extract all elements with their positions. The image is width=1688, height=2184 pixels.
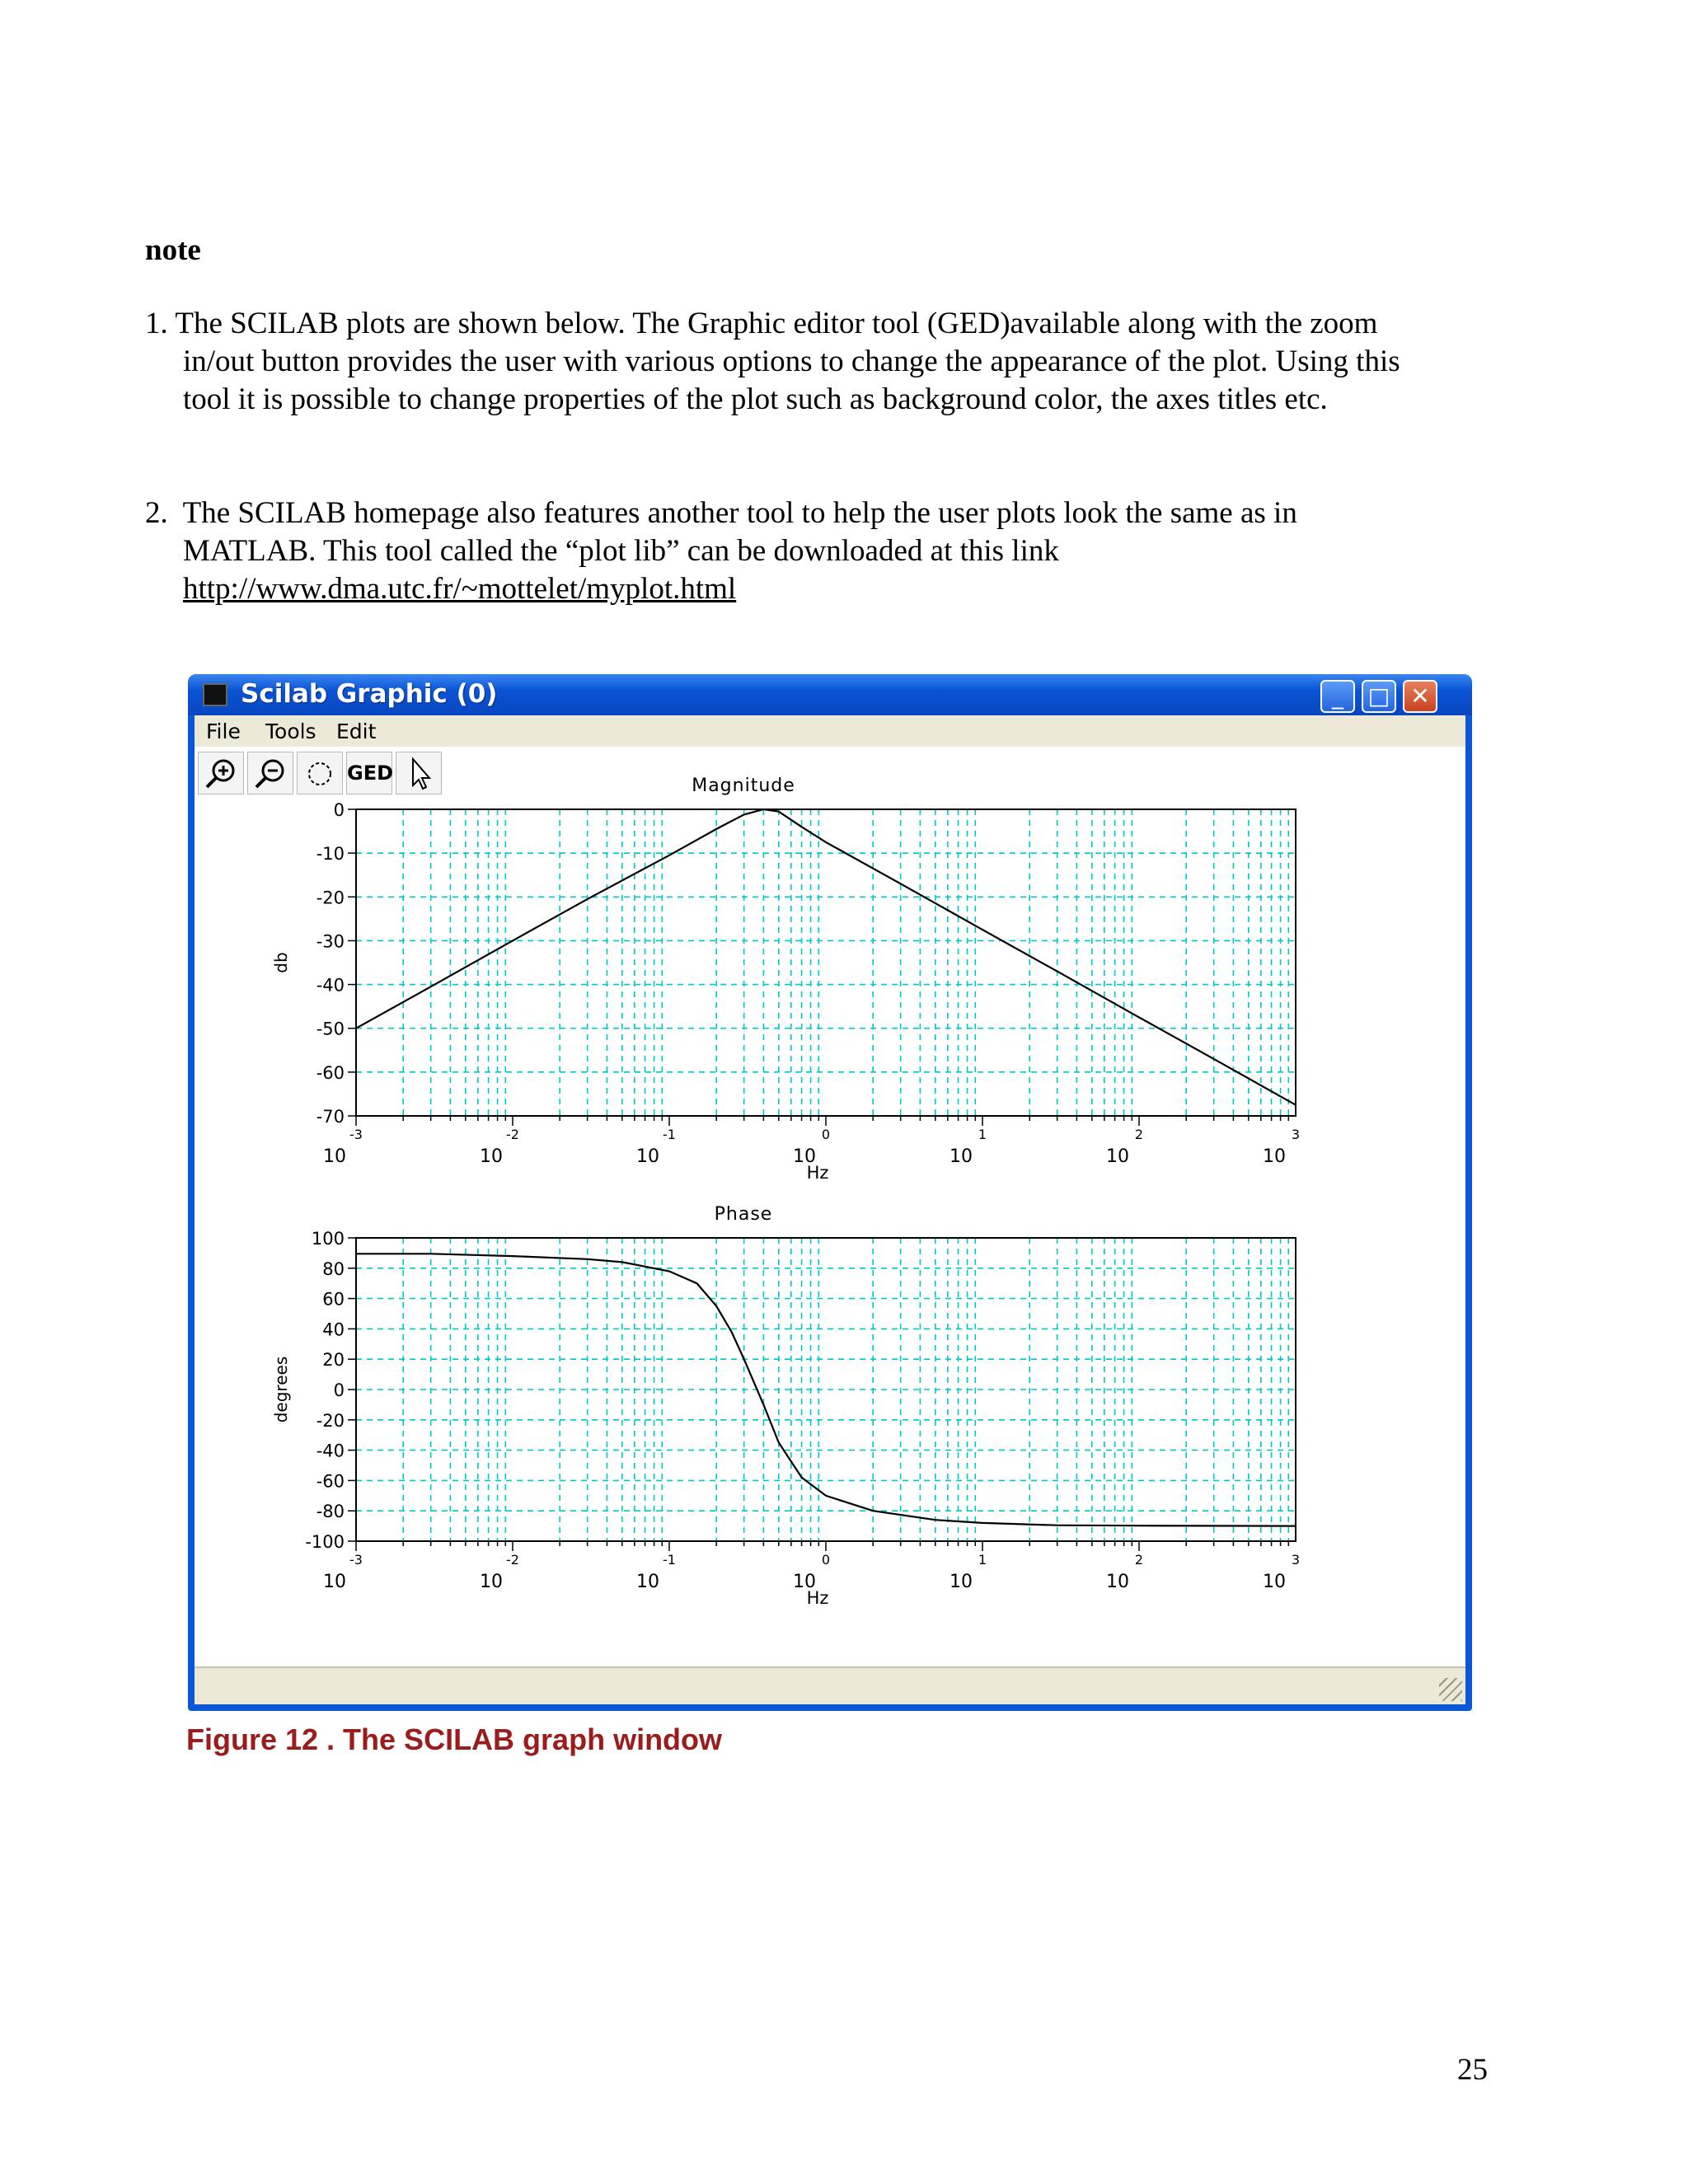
y-tick-label: -40 xyxy=(316,1441,345,1461)
y-axis-label: degrees xyxy=(271,1356,291,1423)
y-tick-label: -60 xyxy=(316,1062,345,1083)
title-bar[interactable] xyxy=(188,674,1472,715)
page-number: 25 xyxy=(1457,2053,1488,2087)
y-tick-label: 80 xyxy=(322,1258,345,1279)
y-tick-label: -80 xyxy=(316,1502,345,1522)
x-tick-exponent: 3 xyxy=(1291,1552,1301,1568)
x-tick-exponent: 0 xyxy=(821,1127,831,1142)
x-tick-base: 10 xyxy=(793,1572,816,1592)
x-tick-base: 10 xyxy=(323,1572,346,1592)
y-tick-label: -100 xyxy=(305,1532,345,1552)
status-bar xyxy=(195,1666,1465,1704)
ged-button[interactable]: GED xyxy=(346,752,392,794)
y-tick-label: -70 xyxy=(316,1107,345,1127)
x-tick-base: 10 xyxy=(480,1572,503,1592)
y-tick-label: -20 xyxy=(316,888,345,908)
x-tick-base: 10 xyxy=(793,1146,816,1167)
menu-bar xyxy=(195,715,1465,747)
y-tick-label: 60 xyxy=(322,1289,345,1310)
x-tick-exponent: -3 xyxy=(349,1127,363,1142)
x-tick-base: 10 xyxy=(1106,1572,1129,1592)
window-client xyxy=(195,715,1465,1704)
menu-tools[interactable]: Tools xyxy=(265,719,316,743)
x-tick-exponent: -1 xyxy=(663,1127,676,1142)
section-heading: note xyxy=(145,233,201,267)
x-tick-base: 10 xyxy=(636,1146,659,1167)
window-title: Scilab Graphic (0) xyxy=(241,679,498,709)
paragraph-line: tool it is possible to change properties of the plot such as background color, the axes titles etc. xyxy=(183,382,1328,416)
paragraph-line: in/out button provides the user with various options to change the appearance of the plot. Using this xyxy=(183,344,1400,378)
y-tick-label: -40 xyxy=(316,975,345,996)
x-tick-base: 10 xyxy=(636,1572,659,1592)
x-tick-exponent: 2 xyxy=(1134,1552,1144,1568)
x-tick-exponent: 1 xyxy=(978,1552,987,1568)
y-tick-label: 0 xyxy=(333,1380,345,1400)
x-tick-base: 10 xyxy=(480,1146,503,1167)
chart-title: Magnitude xyxy=(692,776,795,796)
x-tick-exponent: -2 xyxy=(506,1552,519,1568)
y-tick-label: -30 xyxy=(316,931,345,952)
paragraph-2 xyxy=(145,494,1546,608)
y-tick-label: -10 xyxy=(316,844,345,865)
x-axis-label: Hz xyxy=(806,1163,829,1183)
y-tick-label: 40 xyxy=(322,1319,345,1340)
rotate-button[interactable] xyxy=(297,752,343,794)
x-tick-base: 10 xyxy=(1263,1572,1286,1592)
paragraph-line: The SCILAB plots are shown below. The Graphic editor tool (GED)available along with the zoom xyxy=(175,307,1378,340)
paragraph-1 xyxy=(145,305,1546,419)
x-axis-label: Hz xyxy=(806,1588,829,1608)
x-tick-exponent: -3 xyxy=(349,1552,363,1568)
list-number: 1. xyxy=(145,307,168,340)
y-axis-label: db xyxy=(271,952,291,973)
minimize-button[interactable]: _ xyxy=(1320,680,1355,713)
x-tick-exponent: 3 xyxy=(1291,1127,1301,1142)
menu-edit[interactable]: Edit xyxy=(336,719,377,743)
x-tick-exponent: 1 xyxy=(978,1127,987,1142)
resize-grip[interactable] xyxy=(1439,1678,1462,1701)
y-tick-label: -20 xyxy=(316,1410,345,1431)
zoom-in-icon xyxy=(199,752,243,794)
x-tick-base: 10 xyxy=(1263,1146,1286,1167)
y-tick-label: 20 xyxy=(322,1350,345,1371)
figure-caption: Figure 12 . The SCILAB graph window xyxy=(186,1722,723,1756)
zoom-out-icon xyxy=(248,752,293,794)
x-tick-exponent: -1 xyxy=(663,1552,676,1568)
paragraph-line: MATLAB. This tool called the “plot lib” can be downloaded at this link xyxy=(183,534,1059,568)
scilab-graphic-window xyxy=(188,674,1472,1711)
pointer-icon xyxy=(396,752,441,794)
chart-title: Phase xyxy=(714,1204,773,1225)
x-tick-base: 10 xyxy=(323,1146,346,1167)
zoom-out-button[interactable] xyxy=(247,752,293,794)
x-tick-base: 10 xyxy=(950,1146,973,1167)
y-tick-label: -60 xyxy=(316,1471,345,1492)
x-tick-exponent: 0 xyxy=(821,1552,831,1568)
maximize-button[interactable]: □ xyxy=(1362,680,1396,713)
x-tick-exponent: 2 xyxy=(1134,1127,1144,1142)
menu-file[interactable]: File xyxy=(206,719,241,743)
toolbar xyxy=(195,747,1465,796)
rotate-icon xyxy=(298,752,342,794)
x-tick-base: 10 xyxy=(950,1572,973,1592)
bode-plots xyxy=(195,776,1465,1653)
close-button[interactable]: ✕ xyxy=(1403,680,1437,713)
y-tick-label: -50 xyxy=(316,1019,345,1039)
y-tick-label: 100 xyxy=(311,1229,345,1249)
zoom-in-button[interactable] xyxy=(198,752,244,794)
paragraph-line: The SCILAB homepage also features another tool to help the user plots look the same as in xyxy=(182,496,1297,530)
app-icon xyxy=(203,683,227,706)
x-tick-base: 10 xyxy=(1106,1146,1129,1167)
y-tick-label: 0 xyxy=(333,800,345,820)
plotlib-link[interactable]: http://www.dma.utc.fr/~mottelet/myplot.html xyxy=(183,572,737,606)
list-number: 2. xyxy=(145,496,168,530)
pointer-button[interactable] xyxy=(396,752,442,794)
x-tick-exponent: -2 xyxy=(506,1127,519,1142)
